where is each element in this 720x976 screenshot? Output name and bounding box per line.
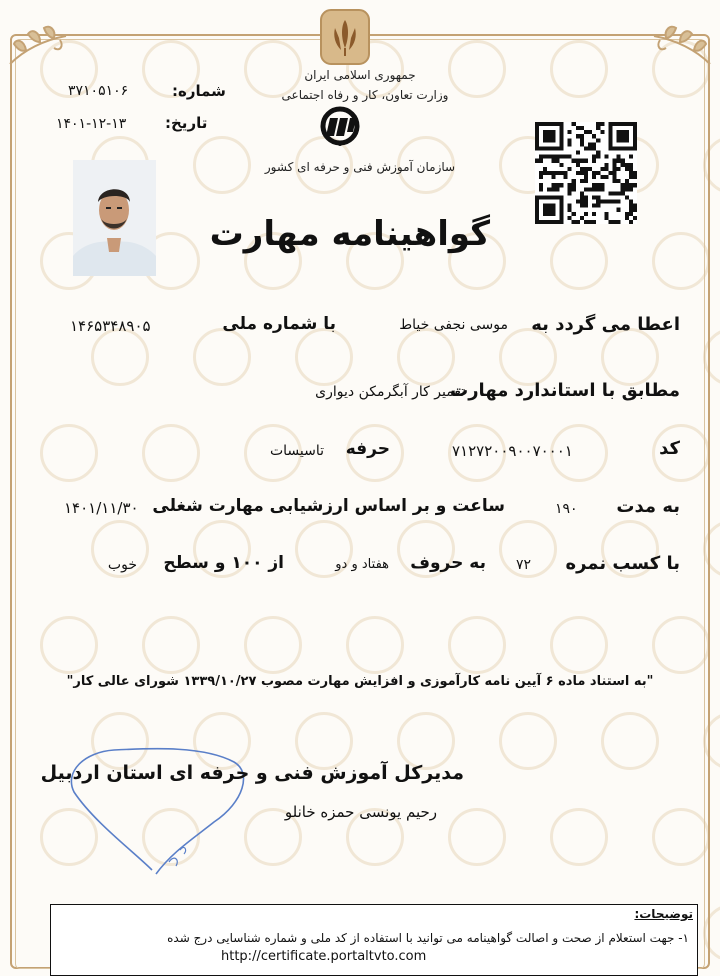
signatory-name: رحیم یونسی حمزه خانلو xyxy=(284,803,437,821)
exam-date: ۱۴۰۱/۱۱/۳۰ xyxy=(64,499,139,517)
trade-value: تاسیسات xyxy=(269,443,324,459)
standard-label: مطابق با استاندارد مهارت xyxy=(450,380,680,401)
national-emblem-icon xyxy=(319,8,371,66)
notes-heading: توضیحات: xyxy=(634,907,693,921)
score-label: با کسب نمره xyxy=(565,553,680,574)
qr-code xyxy=(535,122,637,224)
level-value: خوب xyxy=(107,557,137,573)
national-id: ۱۴۶۵۳۴۸۹۰۵ xyxy=(70,317,151,335)
certificate-number: ۳۷۱۰۵۱۰۶ xyxy=(68,83,129,99)
score-value: ۷۲ xyxy=(516,557,532,573)
trade-label: حرفه xyxy=(345,439,390,459)
issue-date-label: تاریخ: xyxy=(165,114,208,132)
code-label: کد xyxy=(659,438,680,459)
granted-to-label: اعطا می گردد به xyxy=(531,314,680,335)
duration-label: به مدت xyxy=(616,496,680,517)
certificate-title: گواهینامه مهارت xyxy=(209,214,490,254)
level-label: از ۱۰۰ و سطح xyxy=(163,553,284,573)
hours-assessment-label: ساعت و بر اساس ارزشیابی مهارت شغلی xyxy=(152,496,505,516)
issue-date: ۱۴۰۱-۱۲-۱۳ xyxy=(56,116,127,132)
floral-corner-ornament xyxy=(646,10,716,70)
holder-photo xyxy=(73,160,156,276)
ministry-name: وزارت تعاون، کار و رفاه اجتماعی xyxy=(281,88,449,102)
notes-box xyxy=(50,904,698,976)
score-in-words: هفتاد و دو xyxy=(335,557,389,572)
national-id-label: با شماره ملی xyxy=(222,314,336,334)
recipient-name: موسی نجفی خیاط xyxy=(399,317,508,333)
signatory-title: مدیرکل آموزش فنی و حرفه ای استان اردبیل xyxy=(40,762,464,784)
notes-line-1: ۱- جهت استعلام از صحت و اصالت گواهینامه می توانید با استفاده از کد ملی و شماره شناسایی درج شده xyxy=(167,931,689,945)
duration-value: ۱۹۰ xyxy=(555,501,578,517)
standard-value: تعمیر کار آبگرمکن دیواری xyxy=(315,384,465,400)
organization-name: سازمان آموزش فنی و حرفه ای کشور xyxy=(264,160,456,174)
country-name: جمهوری اسلامی ایران xyxy=(304,68,416,82)
tvto-logo-icon xyxy=(320,104,360,148)
notes-verification-url: http://certificate.portaltvto.com xyxy=(221,949,427,964)
in-words-label: به حروف xyxy=(410,553,486,573)
floral-corner-ornament xyxy=(4,10,74,70)
legal-citation: "به استناد ماده ۶ آیین نامه کارآموزی و افزایش مهارت مصوب ۱۳۳۹/۱۰/۲۷ شورای عالی کار" xyxy=(66,674,654,689)
code-value: ۷۱۲۷۲۰۰۹۰۰۷۰۰۰۱ xyxy=(452,442,573,460)
certificate-number-label: شماره: xyxy=(172,82,226,100)
